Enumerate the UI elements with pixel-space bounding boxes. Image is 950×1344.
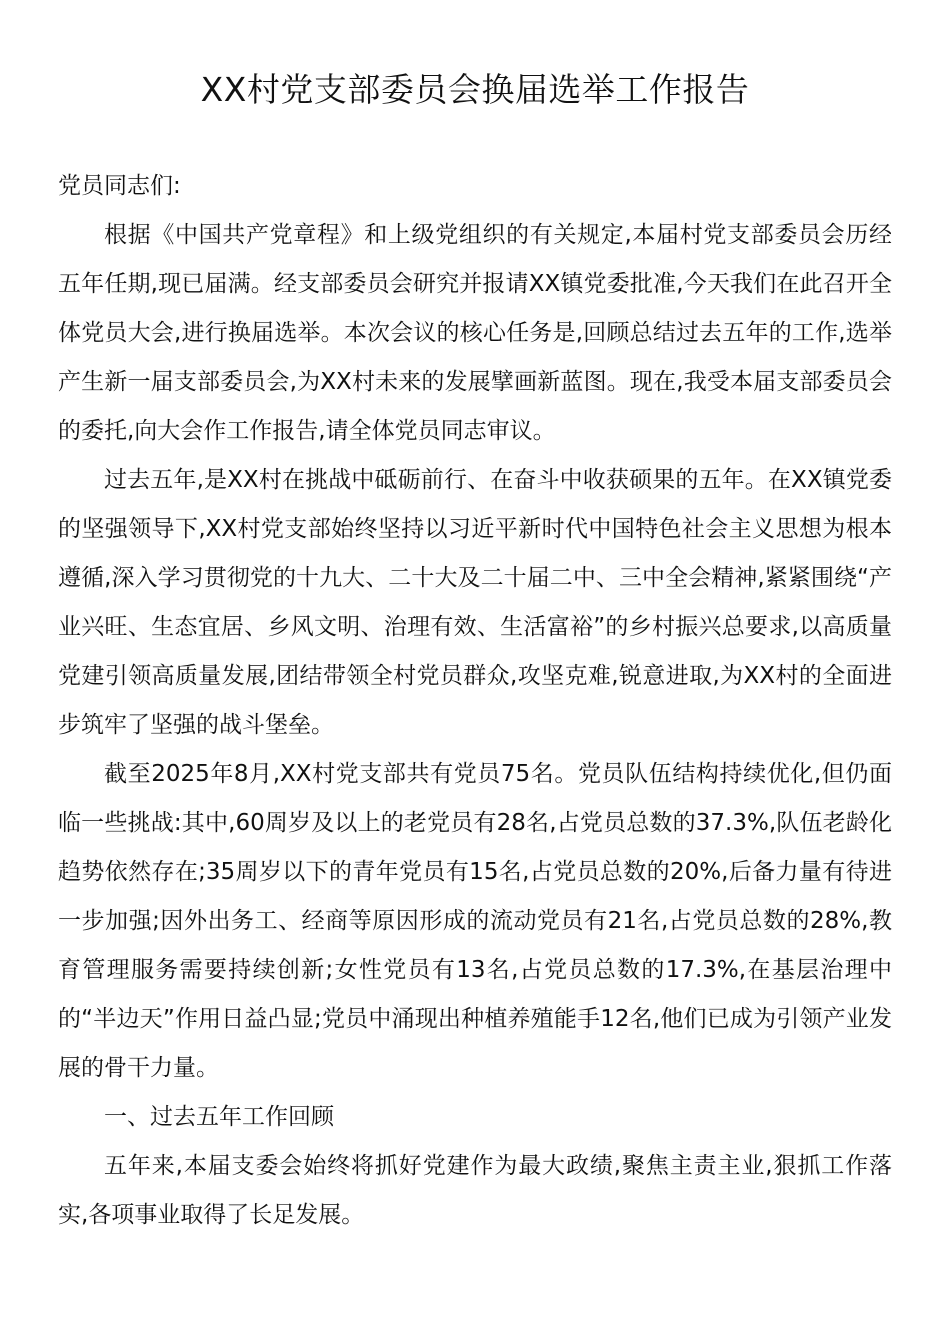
- document-page: [58, 62, 892, 1240]
- salutation: 党员同志们:: [58, 173, 181, 199]
- paragraph-past-five-years: 过去五年,是XX村在挑战中砥砺前行、在奋斗中收获硕果的五年。在XX镇党委的坚强领导下,XX村党支部始终坚持以习近平新时代中国特色社会主义思想为根本遵循,深入学习贯彻党的十九大、二十大及二十届二中、三中全会精神,紧紧围绕“产业兴旺、生态宜居、乡风文明、治理有效、生活富裕”的乡村振兴总要求,以高质量党建引领高质量发展,团结带领全村党员群众,攻坚克难,锐意进取,为XX村的全面进步筑牢了坚强的战斗堡垒。: [58, 467, 892, 738]
- document-title: XX村党支部委员会换届选举工作报告: [200, 70, 750, 109]
- section-heading: 一、过去五年工作回顾: [104, 1104, 334, 1130]
- paragraph-intro: 根据《中国共产党章程》和上级党组织的有关规定,本届村党支部委员会历经五年任期,现已届满。经支部委员会研究并报请XX镇党委批准,今天我们在此召开全体党员大会,进行换届选举。本次会议的核心任务是,回顾总结过去五年的工作,选举产生新一届支部委员会,为XX村未来的发展擘画新蓝图。现在,我受本届支部委员会的委托,向大会作工作报告,请全体党员同志审议。: [58, 222, 892, 444]
- paragraph-member-statistics: 截至2025年8月,XX村党支部共有党员75名。党员队伍结构持续优化,但仍面临一些挑战:其中,60周岁及以上的老党员有28名,占党员总数的37.3%,队伍老龄化趋势依然存在;35周岁以下的青年党员有15名,占党员总数的20%,后备力量有待进一步加强;因外出务工、经商等原因形成的流动党员有21名,占党员总数的28%,教育管理服务需要持续创新;女性党员有13名,占党员总数的17.3%,在基层治理中的“半边天”作用日益凸显;党员中涌现出种植养殖能手12名,他们已成为引领产业发展的骨干力量。: [58, 761, 892, 1081]
- section-paragraph: 五年来,本届支委会始终将抓好党建作为最大政绩,聚焦主责主业,狠抓工作落实,各项事业取得了长足发展。: [58, 1153, 892, 1228]
